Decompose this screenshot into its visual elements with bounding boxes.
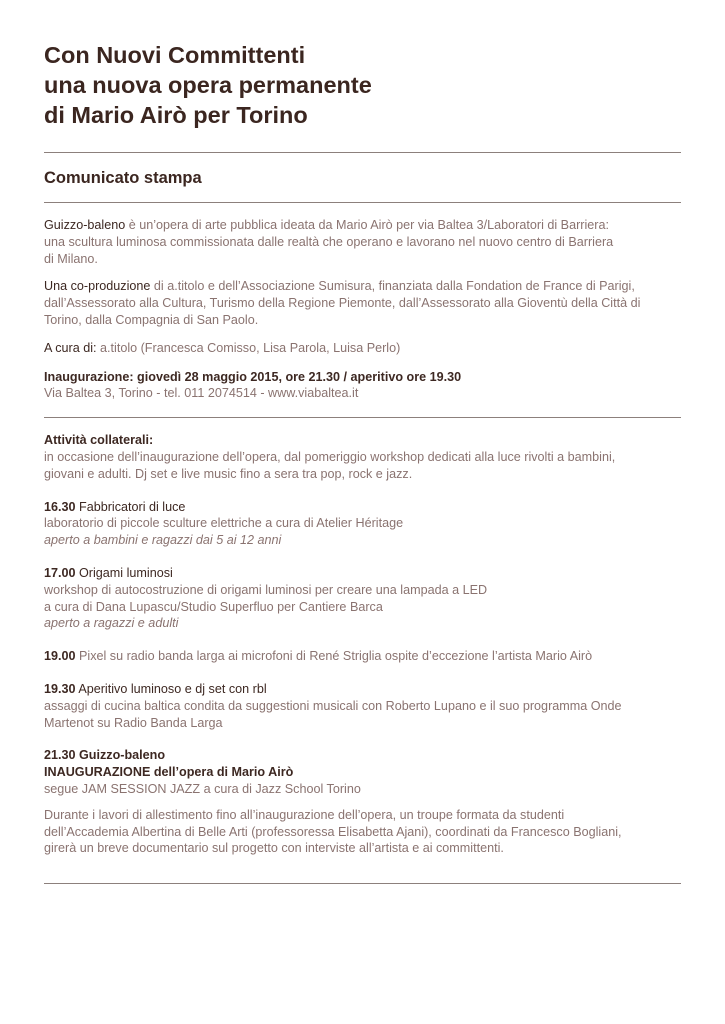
- activities-heading: Attività collaterali:: [44, 433, 154, 448]
- divider-middle: [44, 417, 681, 418]
- activities-intro-line-1: in occasione dell’inaugurazione dell’opera, dal pomeriggio workshop dedicati alla luce rivolti a bambini,: [44, 449, 616, 464]
- curator-label: A cura di:: [44, 340, 97, 355]
- event-1900: [44, 648, 681, 665]
- divider-top: [44, 152, 681, 153]
- event-description: workshop di autocostruzione di origami luminosi per creare una lampada a LED: [44, 582, 488, 597]
- page-title: [44, 40, 681, 130]
- opening-block: [44, 369, 681, 403]
- activities-intro: [44, 432, 681, 482]
- intro-p2-line-2: dall’Assessorato alla Cultura, Turismo della Regione Piemonte, dall’Assessorato alla Gioventù della Città di: [44, 296, 641, 311]
- event-2130: [44, 747, 681, 797]
- event-audience: aperto a ragazzi e adulti: [44, 616, 179, 631]
- event-title: Origami luminosi: [75, 565, 173, 580]
- event-description: Pixel su radio banda larga ai microfoni di René Striglia ospite d’eccezione l’artista Mario Airò: [75, 649, 593, 664]
- event-time: 21.30: [44, 748, 76, 763]
- closing-line-2: dell’Accademia Albertina di Belle Arti (professoressa Elisabetta Ajani), coordinati da Francesco Bogliani,: [44, 824, 622, 839]
- intro-p1-line-1: è un’opera di arte pubblica ideata da Mario Airò per via Baltea 3/Laboratori di Barriera:: [125, 218, 609, 232]
- event-1700: [44, 565, 681, 632]
- section-subtitle: Comunicato stampa: [44, 169, 202, 187]
- intro-p1-line-2: una scultura luminosa commissionata dalle realtà che operano e lavorano nel nuovo centro di Barriera: [44, 234, 614, 249]
- divider-bottom: [44, 883, 681, 884]
- event-time: 19.00: [44, 649, 76, 664]
- artwork-name: Guizzo-baleno: [44, 218, 126, 232]
- opening-date: Inaugurazione: giovedì 28 maggio 2015, ore 21.30 / aperitivo ore 19.30: [44, 369, 462, 384]
- event-description: laboratorio di piccole sculture elettriche a cura di Atelier Héritage: [44, 516, 404, 531]
- event-curator: a cura di Dana Lupascu/Studio Superfluo per Cantiere Barca: [44, 599, 383, 614]
- event-inauguration: INAUGURAZIONE dell’opera di Mario Airò: [44, 765, 294, 780]
- intro-p2-line-1: di a.titolo e dell’Associazione Sumisura, finanziata dalla Fondation de France di Parigi,: [150, 279, 635, 294]
- activities-intro-line-2: giovani e adulti. Dj set e live music fino a sera tra pop, rock e jazz.: [44, 466, 413, 481]
- title-line-2: una nuova opera permanente: [44, 72, 372, 98]
- intro-p1-line-3: di Milano.: [44, 251, 98, 266]
- press-release-page: [44, 40, 681, 884]
- event-title: Guizzo-baleno: [75, 748, 166, 763]
- closing-paragraph: [44, 807, 681, 857]
- event-1630: [44, 499, 681, 549]
- curator-value: a.titolo (Francesca Comisso, Lisa Parola, Luisa Perlo): [96, 340, 401, 355]
- venue-address: Via Baltea 3, Torino - tel. 011 2074514 - www.viabaltea.it: [44, 386, 359, 401]
- event-description-line-2: Martenot su Radio Banda Larga: [44, 715, 223, 730]
- event-title: Aperitivo luminoso e dj set con rbl: [75, 681, 267, 696]
- intro-p2-line-3: Torino, dalla Compagnia di San Paolo.: [44, 312, 259, 327]
- closing-line-1: Durante i lavori di allestimento fino all’inaugurazione dell’opera, un troupe formata da studenti: [44, 807, 565, 822]
- event-time: 17.00: [44, 565, 76, 580]
- event-time: 16.30: [44, 499, 76, 514]
- event-title: Fabbricatori di luce: [75, 499, 186, 514]
- coproduction-label: Una co-produzione: [44, 279, 151, 294]
- intro-paragraph-2: [44, 278, 681, 328]
- intro-paragraph-1: [44, 217, 681, 267]
- title-line-1: Con Nuovi Committenti: [44, 42, 306, 68]
- event-1930: [44, 681, 681, 731]
- closing-line-3: girerà un breve documentario sul progetto con interviste all’artista e ai committenti.: [44, 841, 504, 856]
- event-description: segue JAM SESSION JAZZ a cura di Jazz School Torino: [44, 781, 361, 796]
- event-audience: aperto a bambini e ragazzi dai 5 ai 12 anni: [44, 533, 282, 548]
- event-description-line-1: assaggi di cucina baltica condita da suggestioni musicali con Roberto Lupano e il suo programma Onde: [44, 698, 622, 713]
- divider-subtitle: [44, 202, 681, 203]
- title-line-3: di Mario Airò per Torino: [44, 102, 308, 128]
- event-time: 19.30: [44, 681, 76, 696]
- curator-line: [44, 340, 681, 357]
